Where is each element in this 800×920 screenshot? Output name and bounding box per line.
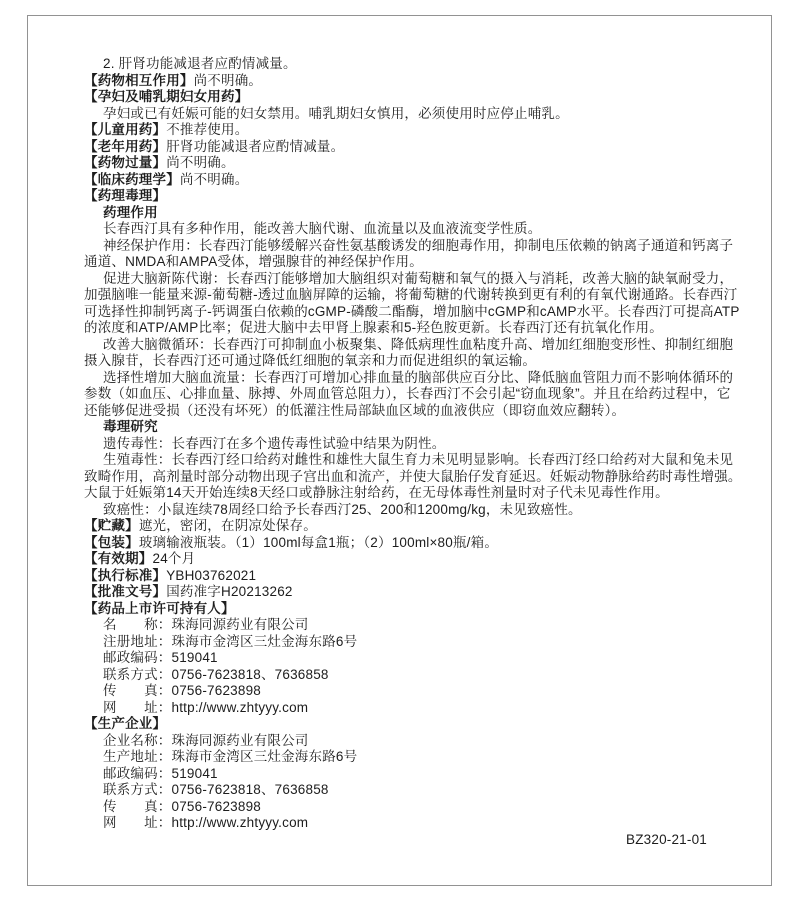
section-line — [84, 716, 746, 733]
text-line: 神经保护作用：长春西汀能够缓解兴奋性氨基酸诱发的细胞毒作用，抑制电压依赖的钠离子通道和钙离子 — [103, 237, 734, 253]
text-line: 大鼠于妊娠第14天开始连续8天经口或静脉注射给药，在无母体毒性剂量时对子代未见毒性作用。 — [84, 485, 669, 500]
section-label: 【执行标准】 — [84, 567, 167, 583]
text-line: 生殖毒性：长春西汀经口给药对雌性和雄性大鼠生育力未见明显影响。长春西汀经口给药对大鼠和兔未见 — [103, 452, 734, 467]
text-line: 加强脑唯一能量来源-葡萄糖-透过血脑屏障的运输，将葡萄糖的代谢转换到更有利的有氧代谢通路。长春西汀 — [84, 287, 738, 302]
section-line: 【包装】玻璃输液瓶装。（1）100ml每盒1瓶；（2）100ml×80瓶/箱。 — [84, 534, 499, 550]
section-line: 【有效期】24个月 — [84, 551, 196, 566]
text-line: 网 址：http://www.zhtyyy.com — [103, 815, 309, 830]
section-line: 【老年用药】肝肾功能减退者应酌情减量。 — [84, 138, 345, 154]
text-line: 网 址：http://www.zhtyyy.com — [103, 699, 309, 715]
text-line: 致畸作用，高剂量时部分动物出现子宫出血和流产，并使大鼠胎仔发育延迟。妊娠动物静脉给药时毒性增强。 — [84, 468, 742, 484]
section-line — [84, 419, 746, 436]
text-line: 邮政编码：519041 — [103, 765, 218, 781]
text-line: 传 真：0756-7623898 — [103, 798, 261, 814]
document-body — [84, 56, 746, 848]
text-line: 孕妇或已有妊娠可能的妇女禁用。哺乳期妇女慎用，必须使用时应停止哺乳。 — [103, 105, 569, 121]
text-line: 可选择性抑制钙离子-钙调蛋白依赖的cGMP-磷酸二酯酶，增加脑中cGMP和cAMP水平。长春西汀可提高ATP — [84, 303, 740, 319]
section-line: 【执行标准】YBH03762021 — [84, 567, 257, 583]
text-line: 传 真：0756-7623898 — [103, 683, 261, 698]
section-label: 【儿童用药】 — [84, 122, 167, 137]
section-label: 【生产企业】 — [84, 716, 167, 731]
section-line: 【贮藏】遮光，密闭，在阴凉处保存。 — [84, 518, 317, 533]
section-label: 【药物过量】 — [84, 155, 167, 170]
text-line: 的浓度和ATP/AMP比率；促进大脑中去甲肾上腺素和5-羟色胺更新。长春西汀还有抗氧化作用。 — [84, 320, 663, 335]
section-line: 【临床药理学】尚不明确。 — [84, 171, 249, 187]
section-label: 【药理毒理】 — [84, 188, 167, 203]
section-line: 【药物相互作用】尚不明确。 — [84, 72, 263, 88]
text-line: 致癌性：小鼠连续78周经口给予长春西汀25、200和1200mg/kg，未见致癌性。 — [103, 501, 582, 517]
text-line: 长春西汀具有多种作用，能改善大脑代谢、血流量以及血液流变学性质。 — [103, 221, 542, 236]
text-line: 改善大脑微循环：长春西汀可抑制血小板聚集、降低病理性血粘度升高、增加红细胞变形性、抑制红细胞 — [103, 336, 734, 352]
text-line: 参数（如血压、心排血量、脉搏、外周血管总阻力），长春西汀不会引起“窃血现象”。并且在给药过程中，它 — [84, 386, 731, 401]
section-label: 药理作用 — [103, 204, 158, 220]
text-line: 摄入腺苷，长春西汀还可通过降低红细胞的氧亲和力而促进组织的氧运输。 — [84, 353, 537, 368]
section-line — [84, 205, 746, 222]
section-line: 【批准文号】国药准字H20213262 — [84, 584, 293, 599]
section-label: 【临床药理学】 — [84, 171, 180, 187]
text-line: 联系方式：0756-7623818、7636858 — [103, 666, 329, 682]
section-label: 【孕妇及哺乳期妇女用药】 — [84, 89, 249, 104]
section-line — [84, 601, 746, 618]
text-line: 注册地址：珠海市金湾区三灶金海东路6号 — [103, 633, 358, 649]
text-line: 企业名称：珠海同源药业有限公司 — [103, 732, 309, 748]
text-line: 2. 肝肾功能减退者应酌情减量。 — [103, 56, 297, 71]
text-line: 名 称：珠海同源药业有限公司 — [103, 617, 309, 632]
text-line: 促进大脑新陈代谢：长春西汀能够增加大脑组织对葡萄糖和氧气的摄入与消耗，改善大脑的缺氧耐受力， — [103, 270, 734, 286]
doc-code-line: BZ320-21-01 — [626, 831, 707, 847]
section-line: 【儿童用药】不推荐使用。 — [84, 122, 249, 137]
section-label: 【药物相互作用】 — [84, 72, 194, 88]
text-line: 遗传毒性：长春西汀在多个遗传毒性试验中结果为阴性。 — [103, 435, 446, 451]
section-line — [84, 89, 746, 106]
text-line: 生产地址：珠海市金湾区三灶金海东路6号 — [103, 749, 358, 764]
section-label: 【包装】 — [84, 534, 139, 550]
section-label: 毒理研究 — [103, 419, 158, 434]
section-label: 【药品上市许可持有人】 — [84, 600, 235, 616]
section-line: 【药物过量】尚不明确。 — [84, 155, 235, 170]
text-line: 联系方式：0756-7623818、7636858 — [103, 782, 329, 797]
text-line: 还能够促进受损（还没有坏死）的低灌注性局部缺血区域的血液供应（即窃血效应翻转）。 — [84, 402, 626, 418]
text-line: 通道、NMDA和AMPA受体，增强腺苷的神经保护作用。 — [84, 254, 423, 269]
text-line: 选择性增加大脑血流量：长春西汀可增加心排血量的脑部供应百分比、降低脑血管阻力而不影响体循环的 — [103, 369, 734, 385]
section-label: 【批准文号】 — [84, 584, 167, 599]
section-label: 【老年用药】 — [84, 138, 167, 154]
section-line — [84, 188, 746, 205]
text-line: 邮政编码：519041 — [103, 650, 218, 665]
section-label: 【有效期】 — [84, 551, 153, 566]
section-label: 【贮藏】 — [84, 518, 139, 533]
